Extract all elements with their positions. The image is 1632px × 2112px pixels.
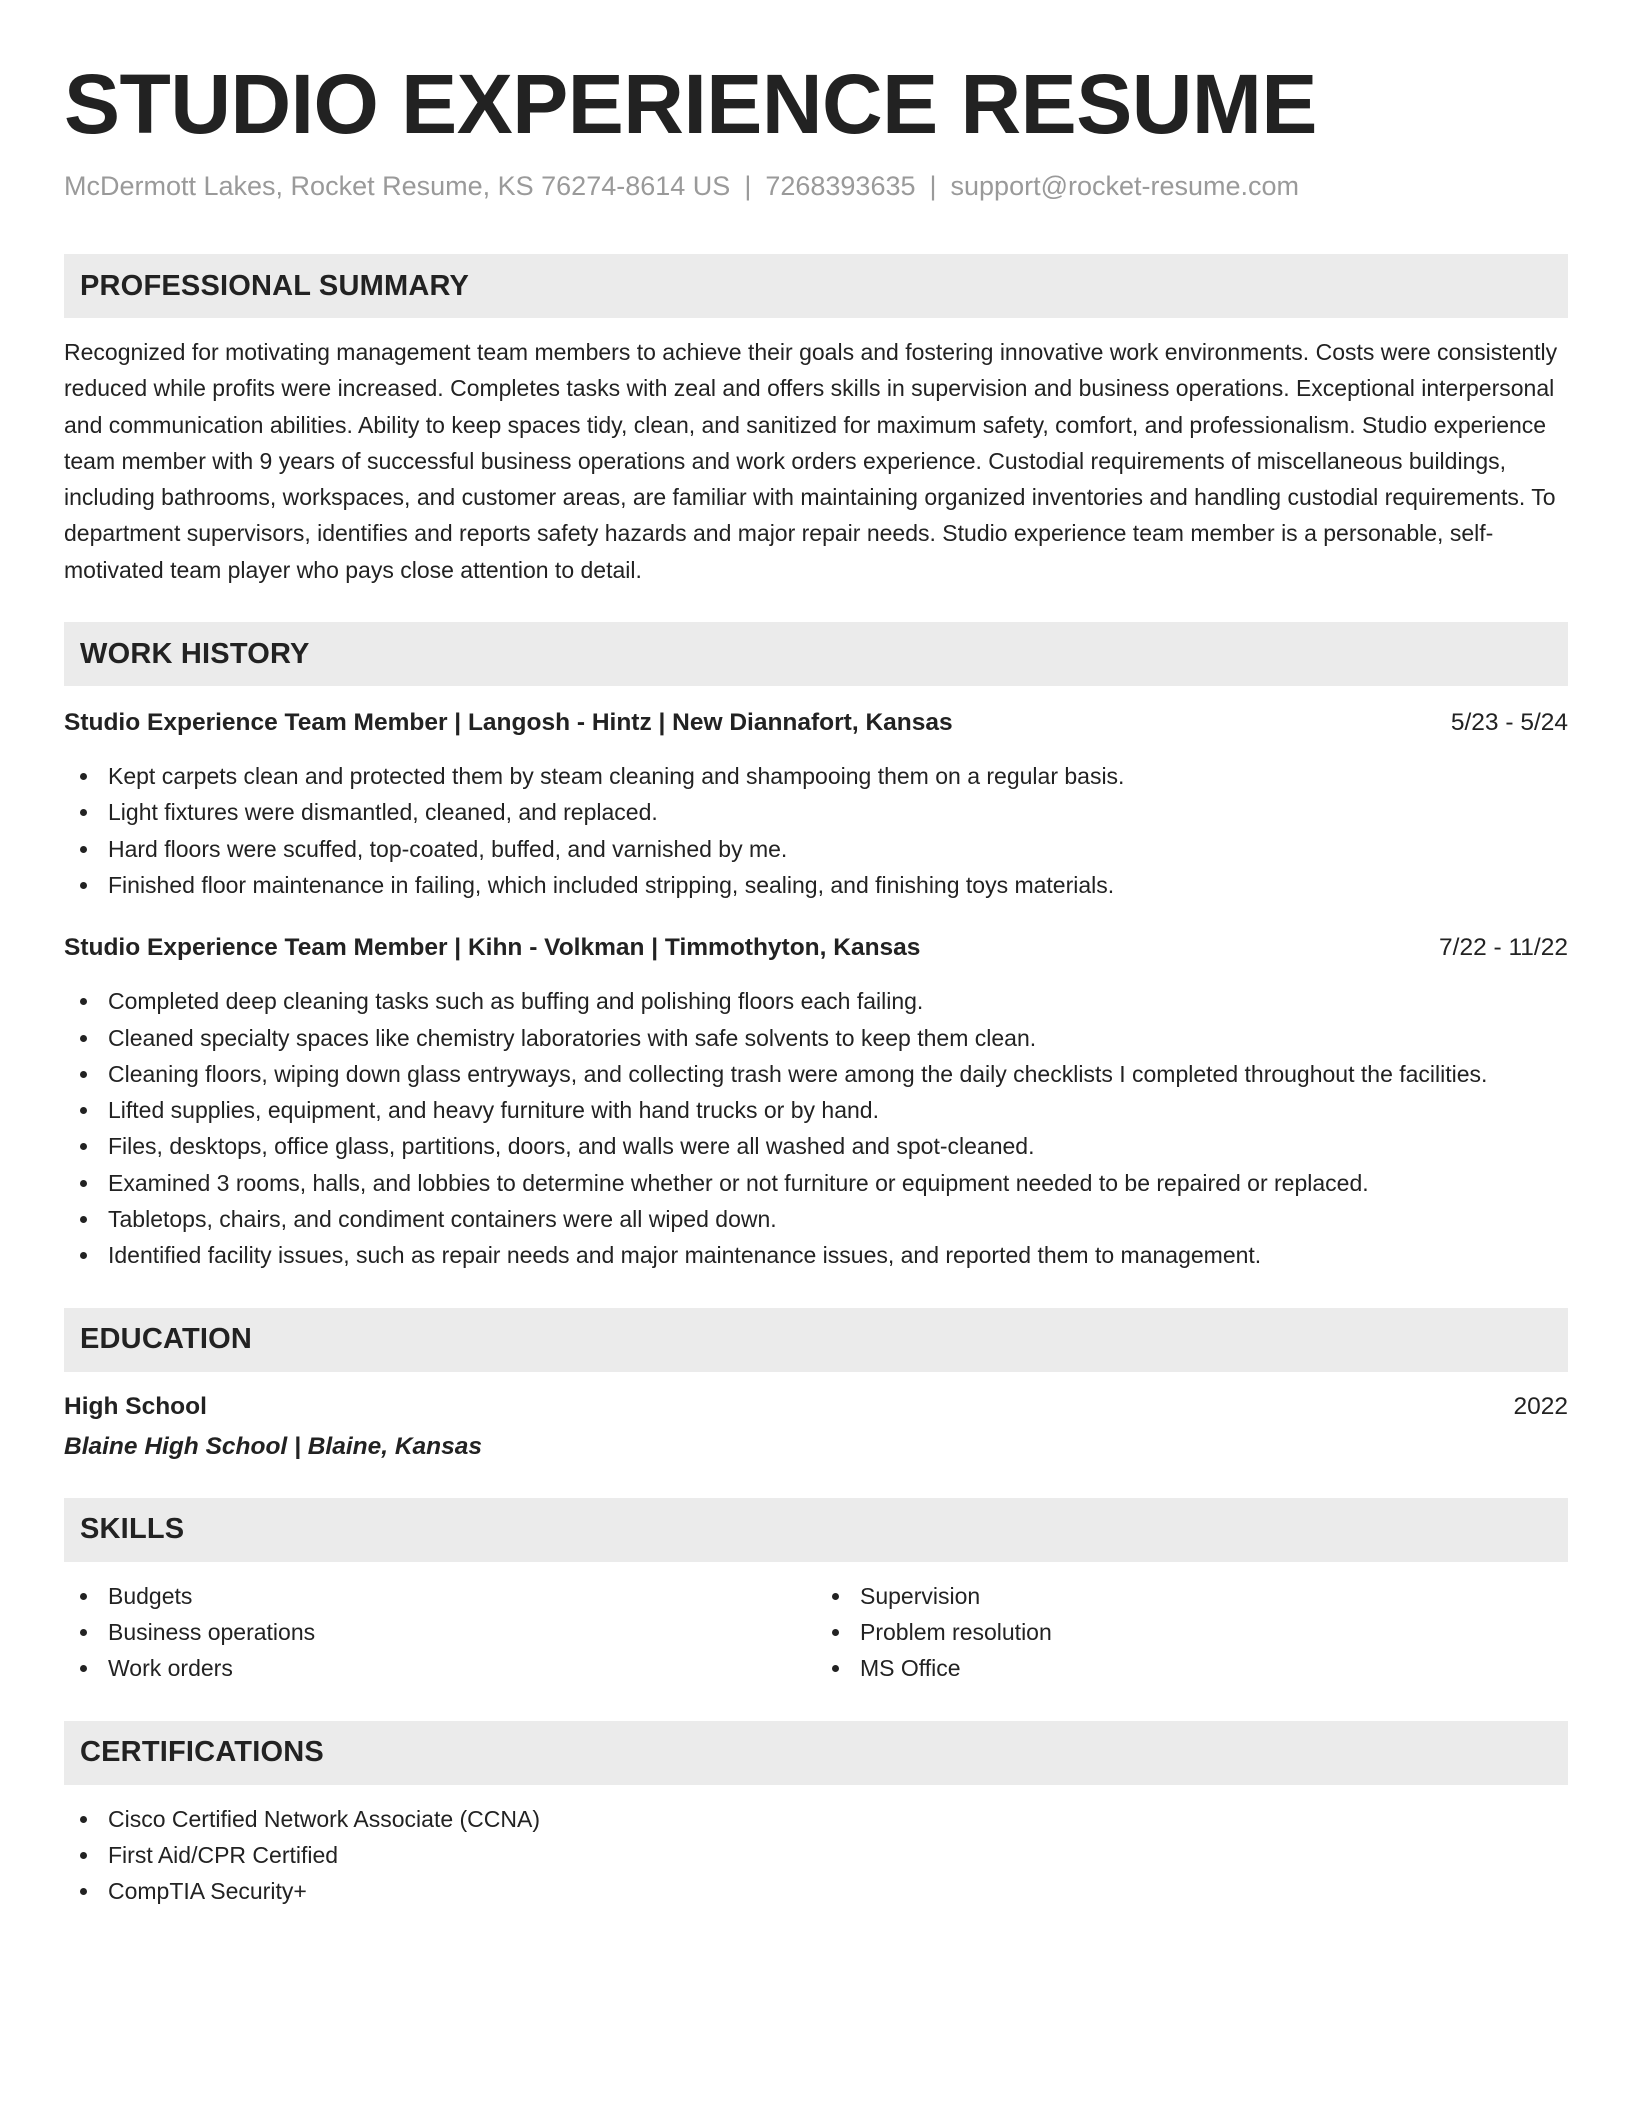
skill-item: Supervision	[816, 1578, 1568, 1614]
skills-list	[64, 1578, 1568, 1687]
skill-item: Work orders	[64, 1650, 816, 1686]
job-entry	[64, 931, 1568, 1273]
contact-separator: |	[929, 171, 937, 201]
skill-item: Budgets	[64, 1578, 816, 1614]
education-degree: High School	[64, 1392, 207, 1420]
contact-address: McDermott Lakes, Rocket Resume, KS 76274-8614 US	[64, 171, 731, 201]
skills-column-left	[64, 1578, 816, 1687]
job-duty: Examined 3 rooms, halls, and lobbies to determine whether or not furniture or equipment needed to be repaired or replaced.	[64, 1165, 1568, 1201]
education-heading: EDUCATION	[64, 1308, 1568, 1372]
certifications-list	[64, 1801, 1568, 1910]
work-history-heading: WORK HISTORY	[64, 622, 1568, 686]
education-header	[64, 1390, 1568, 1424]
education-year: 2022	[1513, 1392, 1568, 1420]
job-duty: Identified facility issues, such as repair needs and major maintenance issues, and reported them to management.	[64, 1237, 1568, 1273]
skills-heading: SKILLS	[64, 1498, 1568, 1562]
summary-heading: PROFESSIONAL SUMMARY	[64, 254, 1568, 318]
job-duty: Cleaning floors, wiping down glass entryways, and collecting trash were among the daily checklists I completed throughout the facilities.	[64, 1056, 1568, 1092]
job-duty: Finished floor maintenance in failing, which included stripping, sealing, and finishing toys materials.	[64, 867, 1568, 903]
job-title: Studio Experience Team Member | Langosh - Hintz | New Diannafort, Kansas	[64, 709, 953, 737]
job-dates: 7/22 - 11/22	[1439, 934, 1568, 962]
job-duty: Lifted supplies, equipment, and heavy furniture with hand trucks or by hand.	[64, 1092, 1568, 1128]
skill-item: Problem resolution	[816, 1614, 1568, 1650]
job-duty: Tabletops, chairs, and condiment containers were all wiped down.	[64, 1201, 1568, 1237]
job-duties-list	[64, 758, 1568, 903]
job-entry	[64, 706, 1568, 903]
job-duty: Completed deep cleaning tasks such as buffing and polishing floors each failing.	[64, 983, 1568, 1019]
certification-item: Cisco Certified Network Associate (CCNA)	[64, 1801, 1568, 1837]
job-duties-list	[64, 983, 1568, 1273]
certification-item: First Aid/CPR Certified	[64, 1837, 1568, 1873]
contact-email[interactable]: support@rocket-resume.com	[950, 171, 1300, 201]
skills-column-right	[816, 1578, 1568, 1687]
job-header	[64, 706, 1568, 740]
job-header	[64, 931, 1568, 965]
contact-line	[64, 168, 1568, 204]
job-title: Studio Experience Team Member | Kihn - Volkman | Timmothyton, Kansas	[64, 934, 921, 962]
job-duty: Hard floors were scuffed, top-coated, buffed, and varnished by me.	[64, 831, 1568, 867]
job-duty: Cleaned specialty spaces like chemistry laboratories with safe solvents to keep them clean.	[64, 1020, 1568, 1056]
summary-text: Recognized for motivating management team members to achieve their goals and fostering innovative work environments. Costs were consistently reduced while profits were increased. Completes tasks with zeal and offers skills in supervision and business operations. Exceptional interpersonal and communication abilities. Ability to keep spaces tidy, clean, and sanitized for maximum safety, comfort, and professionalism. Studio experience team member with 9 years of successful business operations and work orders experience. Custodial requirements of miscellaneous buildings, including bathrooms, workspaces, and customer areas, are familiar with maintaining organized inventories and handling custodial requirements. To department supervisors, identifies and reports safety hazards and major repair needs. Studio experience team member is a personable, self-motivated team player who pays close attention to detail.	[64, 339, 1558, 583]
certification-item: CompTIA Security+	[64, 1873, 1568, 1909]
job-duty: Kept carpets clean and protected them by steam cleaning and shampooing them on a regular basis.	[64, 758, 1568, 794]
resume-title: STUDIO EXPERIENCE RESUME	[64, 57, 1317, 151]
contact-phone: 7268393635	[765, 171, 916, 201]
job-dates: 5/23 - 5/24	[1450, 709, 1568, 737]
job-duty: Files, desktops, office glass, partitions, doors, and walls were all washed and spot-cleaned.	[64, 1128, 1568, 1164]
skill-item: MS Office	[816, 1650, 1568, 1686]
job-duty: Light fixtures were dismantled, cleaned, and replaced.	[64, 794, 1568, 830]
certifications-heading: CERTIFICATIONS	[64, 1721, 1568, 1785]
skill-item: Business operations	[64, 1614, 816, 1650]
education-school: Blaine High School | Blaine, Kansas	[64, 1432, 483, 1460]
contact-separator: |	[744, 171, 752, 201]
